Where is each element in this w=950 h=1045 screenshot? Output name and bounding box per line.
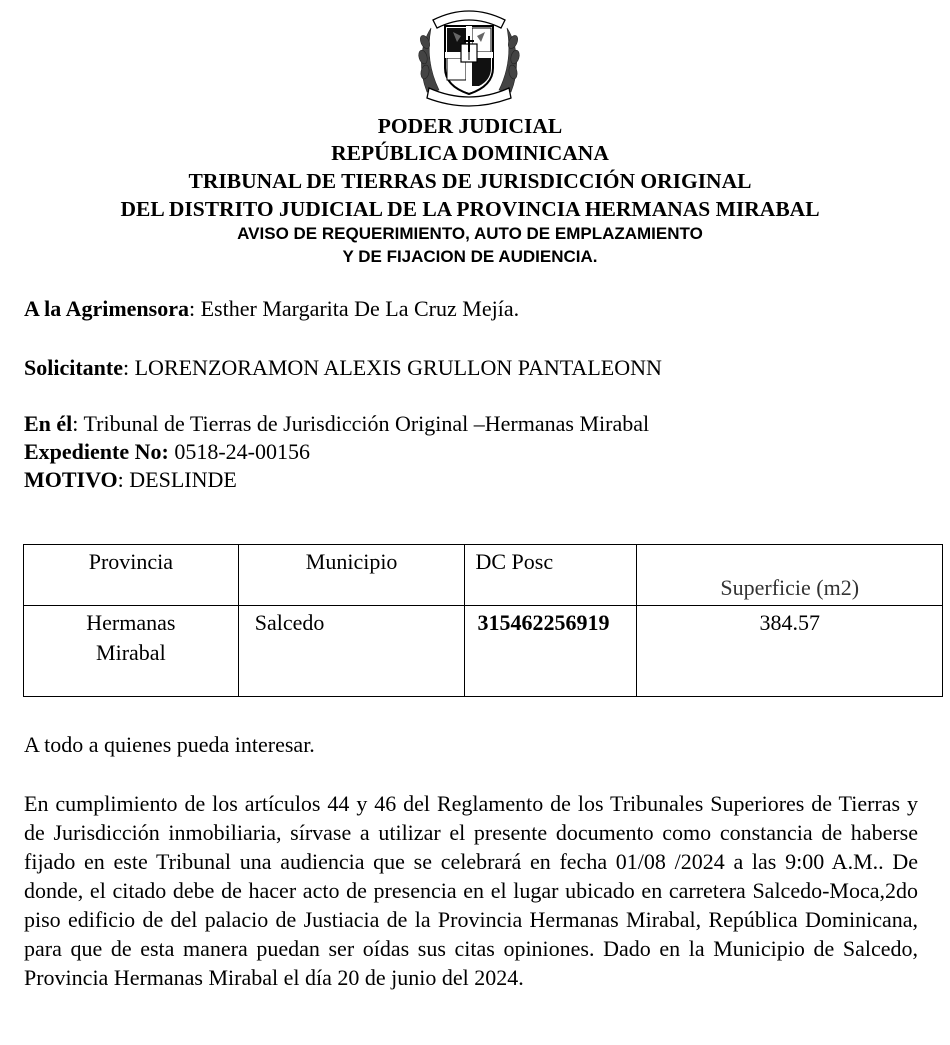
- coat-of-arms-seal: [413, 2, 525, 110]
- field-en-el: [24, 410, 649, 438]
- cell-provincia: [24, 606, 239, 697]
- en-el-value: : Tribunal de Tierras de Jurisdicción Original –Hermanas Mirabal: [72, 411, 650, 436]
- body-paragraph: En cumplimiento de los artículos 44 y 46 del Reglamento de los Tribunales Superiores de Tierras y de Jurisdicción inmobiliaria, sírvase a utilizar el presente documento como constancia de haberse fijado en este Tribunal una audiencia que se celebrará en fecha 01/08 /2024 a las 9:00 A.M.. De donde, el citado debe de hacer acto de presencia en el lugar ubicado en carretera Salcedo-Moca,2do piso edificio de del palacio de Justiacia de la Provincia Hermanas Mirabal, República Dominicana, para que de esta manera puedan ser oídas sus citas opiniones. Dado en la Municipio de Salcedo, Provincia Hermanas Mirabal el día 20 de junio del 2024.: [24, 791, 918, 990]
- header-provincia: Provincia: [24, 545, 239, 606]
- header-municipio: Municipio: [238, 545, 465, 606]
- header-dc-posc: DC Posc: [465, 545, 637, 606]
- field-agrimensora: [24, 295, 519, 323]
- field-expediente: [24, 438, 310, 466]
- header-fijacion: Y DE FIJACION DE AUDIENCIA.: [342, 247, 598, 266]
- header-superficie: Superficie (m2): [637, 545, 943, 606]
- header-aviso: AVISO DE REQUERIMIENTO, AUTO DE EMPLAZAMIENTO: [237, 224, 703, 243]
- header-republica: REPÚBLICA DOMINICANA: [331, 141, 609, 165]
- motivo-label: MOTIVO: [24, 467, 118, 492]
- table-header-row: [24, 545, 943, 606]
- parcel-table: [23, 544, 943, 697]
- cell-provincia-line2: Mirabal: [96, 640, 166, 665]
- header-poder-judicial: PODER JUDICIAL: [377, 114, 563, 138]
- table-row: [24, 606, 943, 697]
- salutation: A todo a quienes pueda interesar.: [24, 732, 315, 757]
- motivo-value: : DESLINDE: [117, 467, 237, 492]
- agrimensora-label: A la Agrimensora: [24, 296, 189, 321]
- agrimensora-value: : Esther Margarita De La Cruz Mejía.: [189, 296, 520, 321]
- cell-provincia-line1: Hermanas: [86, 610, 176, 635]
- expediente-label: Expediente No:: [24, 439, 169, 464]
- solicitante-value: : LORENZORAMON ALEXIS GRULLON PANTALEONN: [123, 355, 662, 380]
- en-el-label: En él: [24, 411, 73, 436]
- field-solicitante: [24, 354, 662, 382]
- header-tribunal: TRIBUNAL DE TIERRAS DE JURISDICCIÓN ORIGINAL: [188, 169, 752, 193]
- header-distrito: DEL DISTRITO JUDICIAL DE LA PROVINCIA HERMANAS MIRABAL: [120, 197, 820, 221]
- expediente-value: 0518-24-00156: [168, 439, 310, 464]
- cell-dc-posc: 315462256919: [465, 606, 637, 697]
- field-motivo: [24, 466, 237, 494]
- solicitante-label: Solicitante: [24, 355, 123, 380]
- cell-municipio: Salcedo: [238, 606, 465, 697]
- cell-superficie: 384.57: [637, 606, 943, 697]
